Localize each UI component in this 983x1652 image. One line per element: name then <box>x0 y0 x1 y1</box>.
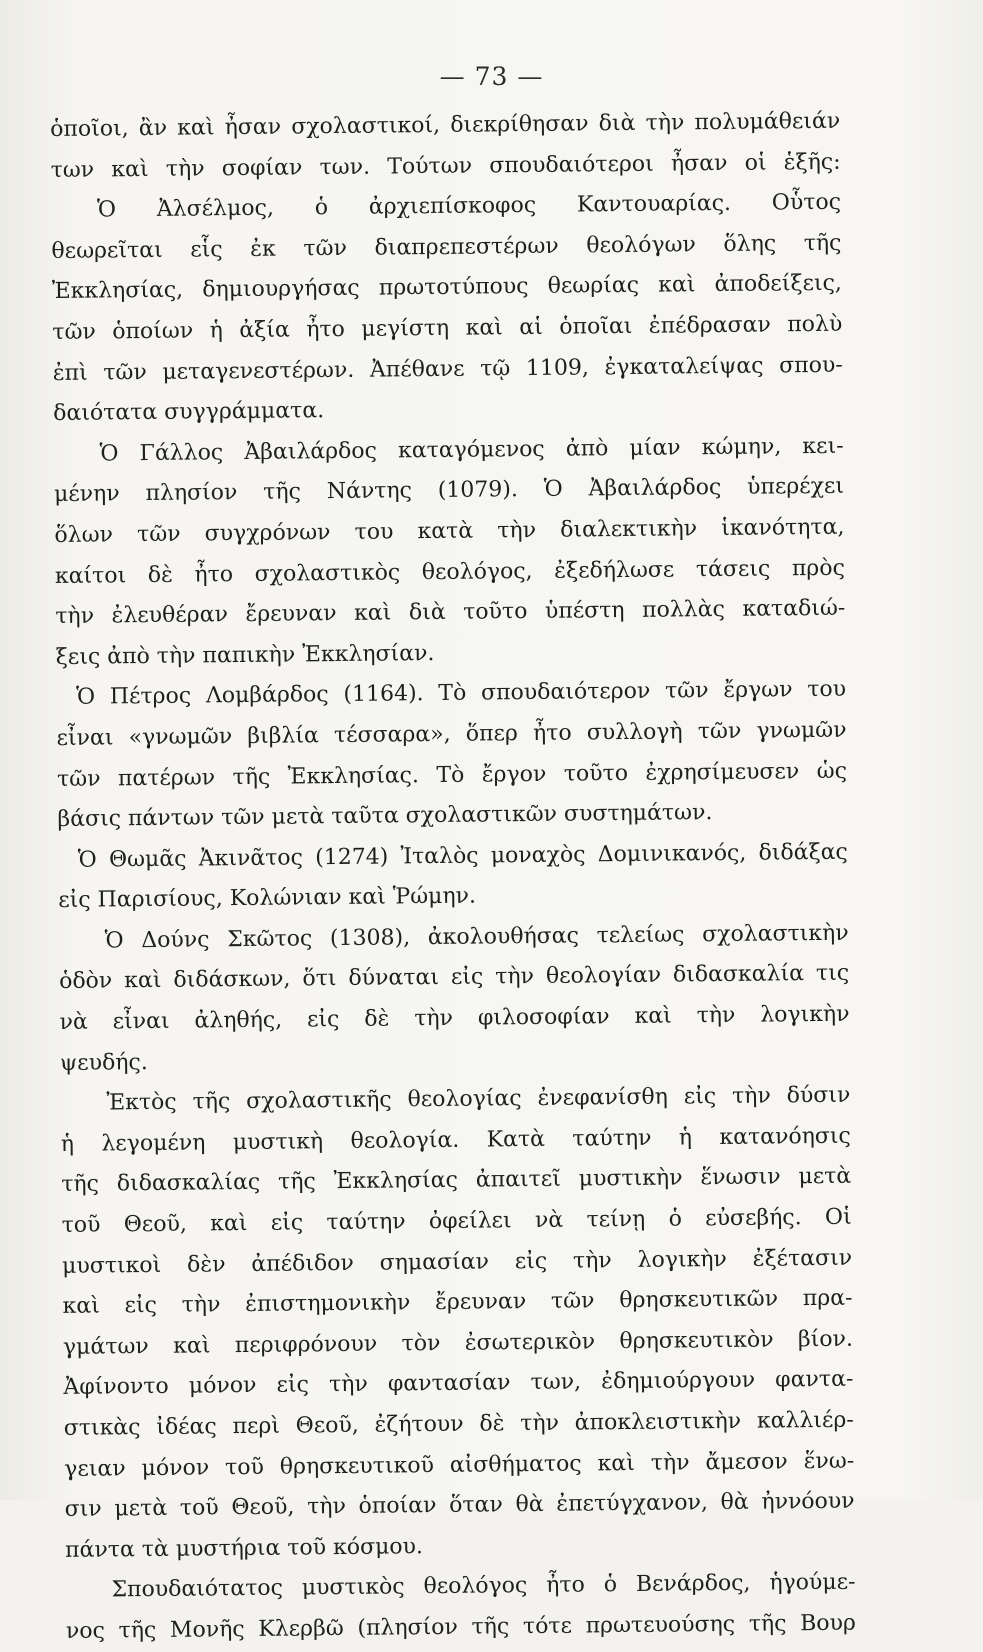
text-line: δαιότατα συγγράμματα. <box>53 398 325 427</box>
text-line: πάντα τὰ μυστήρια τοῦ κόσμου. <box>64 1533 424 1563</box>
text-line: καὶ εἰς τὴν ἐπιστημονικὴν ἔρευναν τῶν θρησκευτικῶν πρα- <box>62 1285 853 1320</box>
text-line: ὁδὸν καὶ διδάσκων, ὅτι δύναται εἰς τὴν θεολογίαν διδασκαλία τις <box>59 961 850 995</box>
page-text <box>50 102 856 1652</box>
text-line: Ὁ Θωμᾶς Ἀκινᾶτος (1274) Ἰταλὸς μοναχὸς Δομινικανός, διδάξας <box>77 839 848 873</box>
text-line: ὁποῖοι, ἂν καὶ ἦσαν σχολαστικοί, διεκρίθησαν διὰ τὴν πολυμάθειάν <box>50 108 841 142</box>
text-line: τῶν ὁποίων ἡ ἀξία ἦτο μεγίστη καὶ αἱ ὁποῖαι ἐπέδρασαν πολὺ <box>52 311 843 345</box>
text-line: μένην πλησίον τῆς Νάντης (1079). Ὁ Ἀβαιλάρδος ὑπερέχει <box>53 474 845 508</box>
text-line: Ὁ Δούνς Σκῶτος (1308), ἀκολουθήσας τελείως σχολαστικὴν <box>104 920 849 954</box>
text-line: νος τῆς Μονῆς Κλερβῶ (πλησίον τῆς τότε πρωτευούσης τῆς Βουρ <box>65 1610 857 1644</box>
text-line: Ἐκτὸς τῆς σχολαστικῆς θεολογίας ἐνεφανίσθη εἰς τὴν δύσιν <box>106 1082 851 1116</box>
text-line: Ὁ Ἀλσέλμος, ὁ ἀρχιεπίσκοφος Καντουαρίας. Οὗτος <box>96 189 842 223</box>
text-line: Ἐκκλησίας, δημιουργήσας πρωτοτύπους θεωρίας καὶ ἀποδείξεις, <box>51 271 842 305</box>
text-line: εἰς Παρισίους, Κολώνιαν καὶ Ῥώμην. <box>58 883 477 914</box>
text-line: τῆς διδασκαλίας τῆς Ἐκκλησίας ἀπαιτεῖ μυστικὴν ἕνωσιν μετὰ <box>61 1164 852 1198</box>
text-line: μυστικοὶ δὲν ἀπέδιδον σημασίαν εἰς τὴν λογικὴν ἐξέτασιν <box>61 1245 853 1279</box>
text-line: βάσις πάντων τῶν μετὰ ταῦτα σχολαστικῶν συστημάτων. <box>57 800 713 833</box>
text-line: στικὰς ἰδέας περὶ Θεοῦ, ἐζήτουν δὲ τὴν ἀποκλειστικὴν καλλιέρ- <box>63 1407 854 1441</box>
text-line: Ὁ Γάλλος Ἀβαιλάρδος καταγόμενος ἀπὸ μίαν κώμην, κει- <box>99 433 844 467</box>
text-line: θεωρεῖται εἷς ἐκ τῶν διαπρεπεστέρων θεολόγων ὅλης τῆς <box>51 230 842 264</box>
text-line: Σπουδαιότατος μυστικὸς θεολόγος ἦτο ὁ Βενάρδος, ἡγούμε- <box>111 1570 856 1603</box>
text-line: σιν μετὰ τοῦ Θεοῦ, τὴν ὁποίαν ὅταν θὰ ἐπετύγχανον, θὰ ἠννόουν <box>64 1488 855 1523</box>
page-number: — 73 — <box>439 62 544 91</box>
text-line: των καὶ τὴν σοφίαν των. Τούτων σπουδαιότεροι ἦσαν οἱ ἑξῆς: <box>50 149 841 183</box>
text-line: εἶναι «γνωμῶν βιβλία τέσσαρα», ὅπερ ἦτο συλλογὴ τῶν γνωμῶν <box>56 717 847 751</box>
text-line: Ὁ Πέτρος Λομβάρδος (1164). Τὸ σπουδαιότερον τῶν ἔργων του <box>76 677 847 711</box>
text-line: τοῦ Θεοῦ, καὶ εἰς ταύτην ὀφείλει νὰ τείνῃ ὁ εὐσεβής. Οἱ <box>61 1204 852 1238</box>
text-line: ψευδής. <box>59 1049 148 1076</box>
text-line: Ἀφίνοντο μόνον εἰς τὴν φαντασίαν των, ἐδημιούργουν φαντα- <box>63 1367 854 1401</box>
text-line: ὅλων τῶν συγχρόνων του κατὰ τὴν διαλεκτικὴν ἱκανότητα, <box>54 514 845 548</box>
text-line: ἡ λεγομένη μυστικὴ θεολογία. Κατὰ ταύτην ἡ κατανόησις <box>60 1123 851 1157</box>
text-line: γειαν μόνον τοῦ θρησκευτικοῦ αἰσθήματος καὶ τὴν ἄμεσον ἕνω- <box>64 1448 855 1482</box>
text-line: ξεις ἀπὸ τὴν παπικὴν Ἐκκλησίαν. <box>55 640 435 670</box>
text-line: γμάτων καὶ περιφρόνουν τὸν ἐσωτερικὸν θρησκευτικὸν βίον. <box>62 1326 854 1360</box>
text-line: τὴν ἐλευθέραν ἔρευναν καὶ διὰ τοῦτο ὑπέστη πολλὰς καταδιώ- <box>55 595 846 630</box>
text-line: ἐπὶ τῶν μεταγενεστέρων. Ἀπέθανε τῷ 1109, ἐγκαταλείψας σπου- <box>52 352 843 386</box>
text-line: τῶν πατέρων τῆς Ἐκκλησίας. Τὸ ἔργον τοῦτο ἐχρησίμευσεν ὡς <box>56 758 848 792</box>
text-line: νὰ εἶναι ἀληθής, εἰς δὲ τὴν φιλοσοφίαν καὶ τὴν λογικὴν <box>59 1001 850 1036</box>
text-line: καίτοι δὲ ἦτο σχολαστικὸς θεολόγος, ἐξεδήλωσε τάσεις πρὸς <box>54 555 845 589</box>
